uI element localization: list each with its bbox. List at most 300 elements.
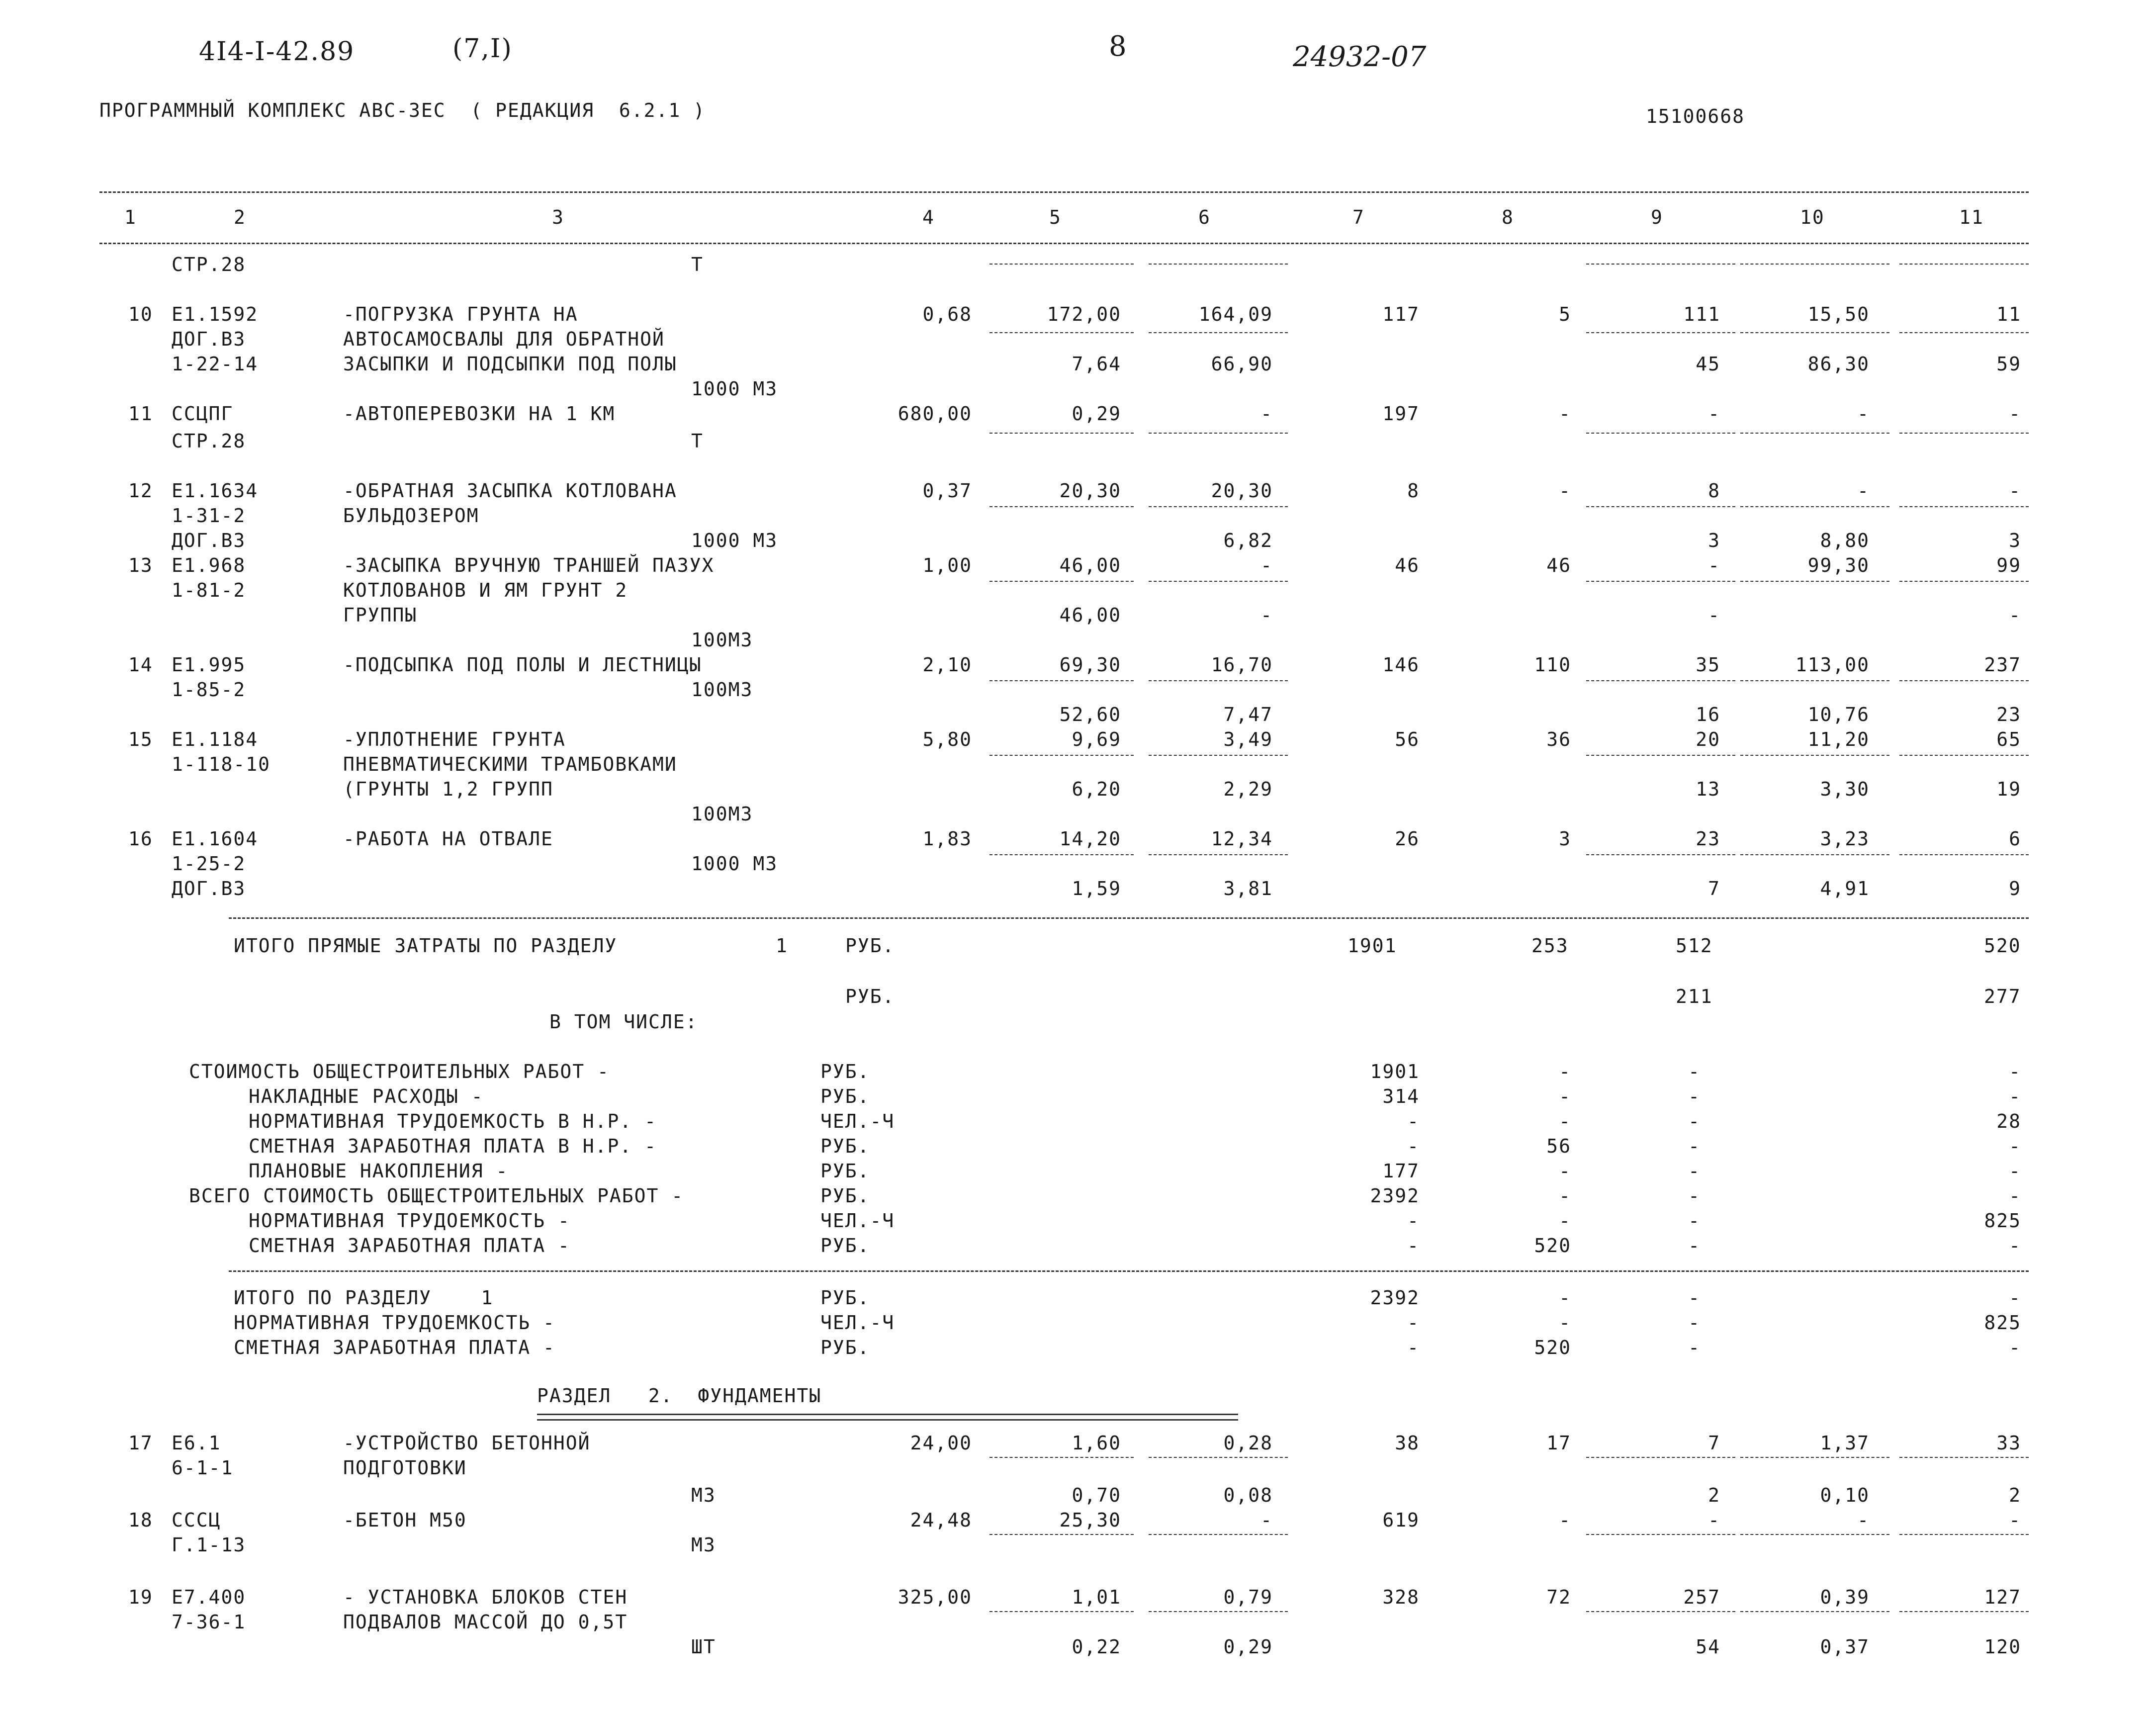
totals-line-label: СТОИМОСТЬ ОБЩЕСТРОИТЕЛЬНЫХ РАБОТ - xyxy=(189,1061,610,1082)
cell-separator-rule xyxy=(1899,854,2029,855)
cell-r14c-c10: 10,76 xyxy=(1807,704,1870,725)
section-total-label: НОРМАТИВНАЯ ТРУДОЕМКОСТЬ - xyxy=(234,1312,555,1334)
cell-r14c-c5: 52,60 xyxy=(1059,704,1121,725)
cell-r17a-c11: 33 xyxy=(1996,1432,2021,1454)
totals-line-label: ПЛАНОВЫЕ НАКОПЛЕНИЯ - xyxy=(249,1160,509,1182)
cell-r16c-c6: 3,81 xyxy=(1223,878,1273,900)
cell-separator-rule xyxy=(1586,264,1735,265)
cell-r15d-c3b: 100М3 xyxy=(691,803,753,825)
cell-separator-rule xyxy=(1586,1457,1735,1458)
cell-separator-rule xyxy=(989,1457,1134,1458)
cell-separator-rule xyxy=(1899,680,2029,681)
cell-r15a-c10: 11,20 xyxy=(1807,728,1870,750)
cell-separator-rule xyxy=(1586,506,1735,507)
cell-separator-rule xyxy=(1740,680,1889,681)
cell-r13a-c11: 99 xyxy=(1996,554,2021,576)
cell-r18b-c3b: М3 xyxy=(691,1534,716,1556)
cell-r16a-c8: 3 xyxy=(1559,828,1571,850)
cell-r18b-c2: Г.1-13 xyxy=(172,1534,246,1556)
section-total-c7: - xyxy=(1407,1312,1420,1334)
direct-costs-c11: 520 xyxy=(1984,935,2021,957)
cell-separator-rule xyxy=(989,264,1134,265)
cell-r11a-c1: 11 xyxy=(128,403,153,425)
cell-r14a-c7: 146 xyxy=(1382,654,1420,676)
cell-separator-rule xyxy=(1149,680,1288,681)
cell-r14a-c9: 35 xyxy=(1696,654,1720,676)
cell-r10a-c5: 172,00 xyxy=(1047,303,1121,325)
cell-r17a-c5: 1,60 xyxy=(1072,1432,1121,1454)
totals-line-c9: - xyxy=(1688,1110,1701,1132)
cell-r19a-c6: 0,79 xyxy=(1223,1586,1273,1608)
cell-r15a-c4: 5,80 xyxy=(922,728,972,750)
cell-r11a-c9: - xyxy=(1708,403,1720,425)
cell-separator-rule xyxy=(1149,1611,1288,1612)
cell-r16c-c5: 1,59 xyxy=(1072,878,1121,900)
cell-r18a-c4: 24,48 xyxy=(910,1509,972,1531)
cell-separator-rule xyxy=(1740,1457,1889,1458)
section-total-c8: - xyxy=(1559,1287,1571,1309)
totals-line-c9: - xyxy=(1688,1085,1701,1107)
cell-r13c-c11: - xyxy=(2009,604,2021,626)
cell-separator-rule xyxy=(1586,854,1735,855)
totals-line-c8: 56 xyxy=(1546,1135,1571,1157)
totals-line-c9: - xyxy=(1688,1210,1701,1232)
cell-r13a-c1: 13 xyxy=(128,554,153,576)
cell-r11a-c11: - xyxy=(2009,403,2021,425)
cell-r11a-c2: ССЦПГ xyxy=(172,403,234,425)
cell-separator-rule xyxy=(1899,264,2029,265)
cell-r19a-c7: 328 xyxy=(1382,1586,1420,1608)
cell-r19a-c10: 0,39 xyxy=(1820,1586,1870,1608)
cell-r11a-c10: - xyxy=(1857,403,1870,425)
cell-r16a-c10: 3,23 xyxy=(1820,828,1870,850)
cell-separator-rule xyxy=(1586,581,1735,582)
cell-separator-rule xyxy=(989,433,1134,434)
cell-r11a-c8: - xyxy=(1559,403,1571,425)
cell-r12a-c3: -ОБРАТНАЯ ЗАСЫПКА КОТЛОВАНА xyxy=(343,480,677,502)
cell-r16a-c2: Е1.1604 xyxy=(172,828,259,850)
cell-r14b-c3b: 100М3 xyxy=(691,679,753,701)
cell-r19a-c4: 325,00 xyxy=(898,1586,972,1608)
cell-separator-rule xyxy=(989,581,1134,582)
cell-separator-rule xyxy=(1149,854,1288,855)
totals-line-c7: 177 xyxy=(1382,1160,1420,1182)
cell-r18a-c11: - xyxy=(2009,1509,2021,1531)
totals-line-c11: - xyxy=(2009,1061,2021,1082)
totals-top-rule xyxy=(229,917,2029,919)
section-total-unit: РУБ. xyxy=(820,1287,870,1309)
cell-r18a-c5: 25,30 xyxy=(1059,1509,1121,1531)
program-code: 15100668 xyxy=(1646,105,1745,127)
cell-r19c-c11: 120 xyxy=(1984,1636,2021,1658)
direct-costs-label: ИТОГО ПРЯМЫЕ ЗАТРАТЫ ПО РАЗДЕЛУ xyxy=(234,935,618,957)
totals-line-c8: - xyxy=(1559,1085,1571,1107)
cell-separator-rule xyxy=(1149,264,1288,265)
totals-line-unit: ЧЕЛ.-Ч xyxy=(820,1110,895,1132)
totals-line-c7: - xyxy=(1407,1235,1420,1257)
cell-r12c-c2: ДОГ.В3 xyxy=(172,530,246,551)
totals-line-c7: - xyxy=(1407,1135,1420,1157)
cell-separator-rule xyxy=(1899,755,2029,756)
cell-separator-rule xyxy=(1740,755,1889,756)
cell-r10a-c3: -ПОГРУЗКА ГРУНТА НА xyxy=(343,303,578,325)
cell-r19a-c8: 72 xyxy=(1546,1586,1571,1608)
cell-r12c-c10: 8,80 xyxy=(1820,530,1870,551)
cell-r13c-c3: ГРУППЫ xyxy=(343,604,418,626)
cell-r12c-c6: 6,82 xyxy=(1223,530,1273,551)
cell-r0-c3b: Т xyxy=(691,254,704,275)
cell-r17b-c3: ПОДГОТОВКИ xyxy=(343,1457,467,1479)
section-total-c8: - xyxy=(1559,1312,1571,1334)
cell-r12c-c9: 3 xyxy=(1708,530,1720,551)
col-header-5: 5 xyxy=(1049,206,1062,228)
cell-r15c-c11: 19 xyxy=(1996,778,2021,800)
cell-r10a-c11: 11 xyxy=(1996,303,2021,325)
cell-r14c-c9: 16 xyxy=(1696,704,1720,725)
cell-r15c-c10: 3,30 xyxy=(1820,778,1870,800)
cell-separator-rule xyxy=(989,506,1134,507)
cell-r17c-c5: 0,70 xyxy=(1072,1484,1121,1506)
cell-r14c-c6: 7,47 xyxy=(1223,704,1273,725)
cell-r19a-c11: 127 xyxy=(1984,1586,2021,1608)
totals-line-c11: 825 xyxy=(1984,1210,2021,1232)
cell-r17a-c7: 38 xyxy=(1395,1432,1420,1454)
cell-separator-rule xyxy=(1586,1534,1735,1535)
cell-separator-rule xyxy=(1740,581,1889,582)
direct-costs-c9: 512 xyxy=(1676,935,1713,957)
cell-r17c-c6: 0,08 xyxy=(1223,1484,1273,1506)
cell-r12a-c7: 8 xyxy=(1407,480,1420,502)
cell-separator-rule xyxy=(1899,1457,2029,1458)
cell-separator-rule xyxy=(1740,1534,1889,1535)
cell-r18a-c2: СССЦ xyxy=(172,1509,221,1531)
cell-r14a-c3: -ПОДСЫПКА ПОД ПОЛЫ И ЛЕСТНИЦЫ xyxy=(343,654,702,676)
totals-line-c9: - xyxy=(1688,1061,1701,1082)
totals-line-label: НОРМАТИВНАЯ ТРУДОЕМКОСТЬ - xyxy=(249,1210,570,1232)
cell-separator-rule xyxy=(1149,332,1288,333)
totals-line-label: НАКЛАДНЫЕ РАСХОДЫ - xyxy=(249,1085,484,1107)
cell-r16c-c9: 7 xyxy=(1708,878,1720,900)
cell-r13c-c5: 46,00 xyxy=(1059,604,1121,626)
cell-r12a-c11: - xyxy=(2009,480,2021,502)
cell-r15c-c9: 13 xyxy=(1696,778,1720,800)
cell-separator-rule xyxy=(1899,433,2029,434)
cell-r19a-c5: 1,01 xyxy=(1072,1586,1121,1608)
cell-r10a-c8: 5 xyxy=(1559,303,1571,325)
section-2-title: РАЗДЕЛ 2. ФУНДАМЕНТЫ xyxy=(537,1385,822,1407)
cell-r12a-c5: 20,30 xyxy=(1059,480,1121,502)
cell-r14a-c11: 237 xyxy=(1984,654,2021,676)
totals-line-c7: 314 xyxy=(1382,1085,1420,1107)
cell-r15a-c1: 15 xyxy=(128,728,153,750)
section-total-unit: ЧЕЛ.-Ч xyxy=(820,1312,895,1334)
cell-r19c-c10: 0,37 xyxy=(1820,1636,1870,1658)
cell-r16a-c11: 6 xyxy=(2009,828,2021,850)
cell-r10c-c5: 7,64 xyxy=(1072,353,1121,375)
cell-r10c-c2: 1-22-14 xyxy=(172,353,259,375)
cell-separator-rule xyxy=(1899,506,2029,507)
cell-separator-rule xyxy=(1149,506,1288,507)
cell-r13a-c8: 46 xyxy=(1546,554,1571,576)
cell-r16a-c6: 12,34 xyxy=(1211,828,1273,850)
cell-r14a-c10: 113,00 xyxy=(1795,654,1870,676)
totals-line-unit: ЧЕЛ.-Ч xyxy=(820,1210,895,1232)
cell-r16c-c2: ДОГ.В3 xyxy=(172,878,246,900)
direct-costs-section: 1 xyxy=(776,935,788,957)
cell-r16a-c5: 14,20 xyxy=(1059,828,1121,850)
section-total-c11: - xyxy=(2009,1287,2021,1309)
cell-r18a-c1: 18 xyxy=(128,1509,153,1531)
cell-separator-rule xyxy=(989,332,1134,333)
cell-separator-rule xyxy=(989,1534,1134,1535)
cell-separator-rule xyxy=(989,680,1134,681)
cell-r14a-c4: 2,10 xyxy=(922,654,972,676)
cell-separator-rule xyxy=(989,755,1134,756)
cell-r12c-c3b: 1000 М3 xyxy=(691,530,778,551)
section-total-c11: - xyxy=(2009,1337,2021,1358)
totals-line-c9: - xyxy=(1688,1185,1701,1207)
handwritten-number: 24932-07 xyxy=(1293,41,1427,73)
cell-r17a-c3: -УСТРОЙСТВО БЕТОННОЙ xyxy=(343,1432,591,1454)
cell-separator-rule xyxy=(1149,1457,1288,1458)
cell-separator-rule xyxy=(989,1611,1134,1612)
section-total-c9: - xyxy=(1688,1337,1701,1358)
section-2-underline xyxy=(537,1414,1238,1421)
cell-r15c-c5: 6,20 xyxy=(1072,778,1121,800)
cell-r10c-c9: 45 xyxy=(1696,353,1720,375)
cell-r11a-c6: - xyxy=(1260,403,1273,425)
cell-r10c-c3: ЗАСЫПКИ И ПОДСЫПКИ ПОД ПОЛЫ xyxy=(343,353,677,375)
cell-r10b-c3: АВТОСАМОСВАЛЫ ДЛЯ ОБРАТНОЙ xyxy=(343,328,665,350)
cell-r16a-c3: -РАБОТА НА ОТВАЛЕ xyxy=(343,828,553,850)
totals-line-label: СМЕТНАЯ ЗАРАБОТНАЯ ПЛАТА - xyxy=(249,1235,570,1257)
cell-separator-rule xyxy=(1149,433,1288,434)
document-part: (7,I) xyxy=(452,34,513,64)
cell-r19b-c3: ПОДВАЛОВ МАССОЙ ДО 0,5Т xyxy=(343,1611,628,1633)
cell-r16a-c4: 1,83 xyxy=(922,828,972,850)
cell-r10a-c7: 117 xyxy=(1382,303,1420,325)
totals-line-c9: - xyxy=(1688,1160,1701,1182)
cell-r13a-c3: -ЗАСЫПКА ВРУЧНУЮ ТРАНШЕЙ ПАЗУХ xyxy=(343,554,715,576)
cell-r15a-c3: -УПЛОТНЕНИЕ ГРУНТА xyxy=(343,728,566,750)
cell-r13a-c7: 46 xyxy=(1395,554,1420,576)
cell-r12a-c1: 12 xyxy=(128,480,153,502)
cell-separator-rule xyxy=(1740,854,1889,855)
direct-costs-2-c9: 211 xyxy=(1676,986,1713,1007)
cell-r17c-c3b: М3 xyxy=(691,1484,716,1506)
cell-r10c-c10: 86,30 xyxy=(1807,353,1870,375)
totals-line-c11: - xyxy=(2009,1160,2021,1182)
cell-r10d-c3b: 1000 М3 xyxy=(691,378,778,400)
cell-r10a-c2: Е1.1592 xyxy=(172,303,259,325)
cell-r13a-c10: 99,30 xyxy=(1807,554,1870,576)
cell-r18a-c6: - xyxy=(1260,1509,1273,1531)
col-header-3: 3 xyxy=(552,206,564,228)
cell-r18a-c3: -БЕТОН М50 xyxy=(343,1509,467,1531)
col-header-9: 9 xyxy=(1651,206,1663,228)
cell-r13a-c4: 1,00 xyxy=(922,554,972,576)
totals-line-c8: - xyxy=(1559,1110,1571,1132)
cell-r11b-c3b: Т xyxy=(691,430,704,452)
cell-r15a-c5: 9,69 xyxy=(1072,728,1121,750)
cell-r17c-c10: 0,10 xyxy=(1820,1484,1870,1506)
cell-r12c-c11: 3 xyxy=(2009,530,2021,551)
page-number: 8 xyxy=(1109,30,1128,63)
totals-line-c7: - xyxy=(1407,1110,1420,1132)
cell-r12a-c6: 20,30 xyxy=(1211,480,1273,502)
cell-r17a-c2: Е6.1 xyxy=(172,1432,221,1454)
section-total-c7: 2392 xyxy=(1370,1287,1420,1309)
cell-r12b-c3: БУЛЬДОЗЕРОМ xyxy=(343,505,479,527)
cell-r10a-c10: 15,50 xyxy=(1807,303,1870,325)
col-header-8: 8 xyxy=(1502,206,1514,228)
cell-r11a-c5: 0,29 xyxy=(1072,403,1121,425)
totals-line-unit: РУБ. xyxy=(820,1185,870,1207)
section-total-c9: - xyxy=(1688,1287,1701,1309)
cell-r15a-c2: Е1.1184 xyxy=(172,728,259,750)
cell-r16b-c3b: 1000 М3 xyxy=(691,853,778,875)
totals-line-c9: - xyxy=(1688,1135,1701,1157)
totals-line-c11: - xyxy=(2009,1185,2021,1207)
direct-costs-unit-2: РУБ. xyxy=(845,986,895,1007)
cell-separator-rule xyxy=(1899,1611,2029,1612)
section-total-c7: - xyxy=(1407,1337,1420,1358)
cell-r11a-c3: -АВТОПЕРЕВОЗКИ НА 1 КМ xyxy=(343,403,616,425)
cell-r16a-c1: 16 xyxy=(128,828,153,850)
cell-separator-rule xyxy=(1586,755,1735,756)
section-totals-rule xyxy=(229,1270,2029,1272)
cell-r15b-c3: ПНЕВМАТИЧЕСКИМИ ТРАМБОВКАМИ xyxy=(343,753,677,775)
cell-separator-rule xyxy=(1740,264,1889,265)
col-header-2: 2 xyxy=(234,206,246,228)
col-header-6: 6 xyxy=(1198,206,1211,228)
totals-line-unit: РУБ. xyxy=(820,1235,870,1257)
program-title: ПРОГРАММНЫЙ КОМПЛЕКС АВС-3ЕС ( РЕДАКЦИЯ 6.2.1 ) xyxy=(99,99,706,121)
totals-line-c8: - xyxy=(1559,1185,1571,1207)
cell-r0-c2: СТР.28 xyxy=(172,254,246,275)
totals-line-unit: РУБ. xyxy=(820,1135,870,1157)
cell-r19c-c5: 0,22 xyxy=(1072,1636,1121,1658)
cell-separator-rule xyxy=(1740,1611,1889,1612)
cell-r18a-c10: - xyxy=(1857,1509,1870,1531)
cell-separator-rule xyxy=(1740,506,1889,507)
cell-r10a-c4: 0,68 xyxy=(922,303,972,325)
cell-separator-rule xyxy=(1899,332,2029,333)
cell-r18a-c9: - xyxy=(1708,1509,1720,1531)
cell-r13c-c6: - xyxy=(1260,604,1273,626)
cell-r14a-c6: 16,70 xyxy=(1211,654,1273,676)
cell-r15b-c2: 1-118-10 xyxy=(172,753,271,775)
totals-line-label: ВСЕГО СТОИМОСТЬ ОБЩЕСТРОИТЕЛЬНЫХ РАБОТ - xyxy=(189,1185,684,1207)
cell-separator-rule xyxy=(1740,433,1889,434)
cell-r13c-c9: - xyxy=(1708,604,1720,626)
cell-r17a-c1: 17 xyxy=(128,1432,153,1454)
cell-separator-rule xyxy=(1586,332,1735,333)
cell-r19a-c2: Е7.400 xyxy=(172,1586,246,1608)
cell-r15c-c6: 2,29 xyxy=(1223,778,1273,800)
including-heading: В ТОМ ЧИСЛЕ: xyxy=(549,1011,698,1033)
cell-r11a-c4: 680,00 xyxy=(898,403,972,425)
cell-r16c-c11: 9 xyxy=(2009,878,2021,900)
cell-r19a-c1: 19 xyxy=(128,1586,153,1608)
cell-r17a-c10: 1,37 xyxy=(1820,1432,1870,1454)
cell-r16b-c2: 1-25-2 xyxy=(172,853,246,875)
cell-r15a-c11: 65 xyxy=(1996,728,2021,750)
totals-line-c7: 1901 xyxy=(1370,1061,1420,1082)
cell-separator-rule xyxy=(1899,581,2029,582)
header-top-rule xyxy=(99,191,2029,193)
direct-costs-unit: РУБ. xyxy=(845,935,895,957)
cell-r17c-c11: 2 xyxy=(2009,1484,2021,1506)
cell-r18a-c8: - xyxy=(1559,1509,1571,1531)
direct-costs-c8: 253 xyxy=(1531,935,1569,957)
cell-separator-rule xyxy=(1740,332,1889,333)
cell-r11b-c2: СТР.28 xyxy=(172,430,246,452)
totals-line-c11: - xyxy=(2009,1085,2021,1107)
cell-r15c-c3: (ГРУНТЫ 1,2 ГРУПП xyxy=(343,778,553,800)
totals-line-label: НОРМАТИВНАЯ ТРУДОЕМКОСТЬ В Н.Р. - xyxy=(249,1110,657,1132)
cell-r19c-c9: 54 xyxy=(1696,1636,1720,1658)
totals-line-c8: 520 xyxy=(1534,1235,1571,1257)
cell-r10a-c6: 164,09 xyxy=(1198,303,1273,325)
totals-line-label: СМЕТНАЯ ЗАРАБОТНАЯ ПЛАТА В Н.Р. - xyxy=(249,1135,657,1157)
cell-r12a-c4: 0,37 xyxy=(922,480,972,502)
totals-line-c7: - xyxy=(1407,1210,1420,1232)
section-total-c9: - xyxy=(1688,1312,1701,1334)
cell-r10c-c6: 66,90 xyxy=(1211,353,1273,375)
col-header-4: 4 xyxy=(922,206,935,228)
totals-line-c8: - xyxy=(1559,1061,1571,1082)
cell-separator-rule xyxy=(989,854,1134,855)
cell-separator-rule xyxy=(1899,1534,2029,1535)
section-total-label: ИТОГО ПО РАЗДЕЛУ 1 xyxy=(234,1287,494,1309)
cell-r14a-c1: 14 xyxy=(128,654,153,676)
totals-line-unit: РУБ. xyxy=(820,1085,870,1107)
cell-r16a-c7: 26 xyxy=(1395,828,1420,850)
totals-line-unit: РУБ. xyxy=(820,1160,870,1182)
section-total-c8: 520 xyxy=(1534,1337,1571,1358)
totals-line-c11: - xyxy=(2009,1135,2021,1157)
direct-costs-c7: 1901 xyxy=(1348,935,1397,957)
cell-r13a-c6: - xyxy=(1260,554,1273,576)
cell-r12b-c2: 1-31-2 xyxy=(172,505,246,527)
cell-r13a-c5: 46,00 xyxy=(1059,554,1121,576)
cell-r16c-c10: 4,91 xyxy=(1820,878,1870,900)
cell-r12a-c8: - xyxy=(1559,480,1571,502)
cell-r17b-c2: 6-1-1 xyxy=(172,1457,234,1479)
cell-r13a-c9: - xyxy=(1708,554,1720,576)
document-code: 4I4-I-42.89 xyxy=(199,37,355,67)
col-header-10: 10 xyxy=(1800,206,1825,228)
cell-r14a-c2: Е1.995 xyxy=(172,654,246,676)
cell-separator-rule xyxy=(1586,433,1735,434)
section-total-label: СМЕТНАЯ ЗАРАБОТНАЯ ПЛАТА - xyxy=(234,1337,555,1358)
cell-r10a-c9: 111 xyxy=(1683,303,1720,325)
cell-r19a-c9: 257 xyxy=(1683,1586,1720,1608)
cell-r15a-c7: 56 xyxy=(1395,728,1420,750)
cell-r19b-c2: 7-36-1 xyxy=(172,1611,246,1633)
totals-line-unit: РУБ. xyxy=(820,1061,870,1082)
cell-r17a-c4: 24,00 xyxy=(910,1432,972,1454)
cell-r15a-c6: 3,49 xyxy=(1223,728,1273,750)
cell-separator-rule xyxy=(1149,1534,1288,1535)
cell-r12a-c2: Е1.1634 xyxy=(172,480,259,502)
totals-line-c11: - xyxy=(2009,1235,2021,1257)
cell-r10a-c1: 10 xyxy=(128,303,153,325)
cell-r14a-c8: 110 xyxy=(1534,654,1571,676)
section-total-unit: РУБ. xyxy=(820,1337,870,1358)
cell-r13b-c2: 1-81-2 xyxy=(172,579,246,601)
